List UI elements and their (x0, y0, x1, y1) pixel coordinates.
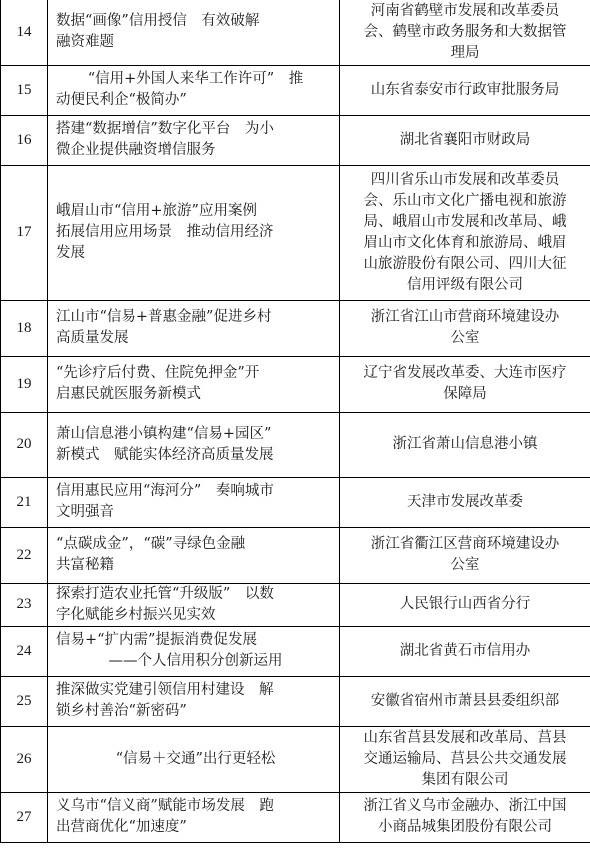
responsible-unit-line: 湖北省襄阳市财政局 (399, 131, 531, 148)
responsible-unit-line: 小商品城集团股份有限公司 (378, 819, 552, 835)
case-title-line: 信易+“扩内需”提振消费促发展 (56, 632, 257, 648)
case-title-line: 融资难题 (56, 34, 114, 51)
responsible-unit-line: 会、鹤壁市政务服务和大数据管 (363, 23, 567, 40)
row-number: 17 (1, 165, 48, 300)
responsible-unit (340, 477, 590, 527)
responsible-unit-line: 公室 (450, 330, 480, 346)
responsible-unit-line: 安徽省宿州市萧县县委组织部 (370, 692, 560, 709)
case-title-line: “先诊疗后付费、住院免押金”开 (56, 365, 260, 381)
table-row (1, 583, 590, 626)
responsible-unit-line: 保障局 (443, 386, 487, 402)
responsible-unit (340, 0, 590, 65)
table-row (1, 165, 590, 300)
case-title-line: “点碳成金”，“碳”寻绿色金融 (56, 536, 246, 552)
case-title (48, 165, 340, 300)
responsible-unit-line: 山东省泰安市行政审批服务局 (370, 81, 560, 98)
table-row (1, 300, 590, 356)
row-number: 21 (1, 477, 48, 527)
case-title (48, 676, 340, 726)
case-title-line: 字化赋能乡村振兴见实效 (56, 606, 216, 623)
case-title-line: 锁乡村善治“新密码” (56, 703, 187, 719)
case-title (48, 477, 340, 527)
case-title-line: 微企业提供融资增信服务 (56, 142, 216, 158)
table-row (1, 356, 590, 412)
responsible-unit-line: 局、峨眉山市发展和改革局、峨 (363, 213, 567, 230)
case-title-line: 共富秘籍 (56, 557, 114, 573)
case-title-line: 启惠民就医服务新模式 (56, 386, 201, 402)
table-row (1, 676, 590, 726)
responsible-unit-line: 人民银行山西省分行 (399, 596, 531, 612)
case-title (48, 65, 340, 115)
responsible-unit-line: 理局 (450, 44, 480, 61)
responsible-unit-line: 天津市发展改革委 (407, 493, 523, 510)
table-row (1, 477, 590, 527)
table-row (1, 792, 590, 842)
case-title-line: 推深做实党建引领信用村建设 解 (56, 682, 274, 698)
case-list-body (1, 0, 590, 842)
row-number: 22 (1, 527, 48, 583)
case-title-line: 数据“画像”信用授信 有效破解 (56, 13, 260, 30)
case-title-line: ——个人信用积分创新运用 (108, 653, 283, 669)
case-title-line: 新模式 赋能实体经济高质量发展 (56, 446, 274, 463)
row-number: 15 (1, 65, 48, 115)
table-row (1, 0, 590, 65)
case-title (48, 412, 340, 477)
table-row (1, 527, 590, 583)
row-number: 20 (1, 412, 48, 477)
responsible-unit-line: 浙江省义乌市金融办、浙江中国 (363, 798, 567, 814)
case-title (48, 626, 340, 676)
case-title (48, 115, 340, 165)
case-title-line: 文明强音 (56, 504, 114, 520)
row-number: 16 (1, 115, 48, 165)
responsible-unit (340, 583, 590, 626)
responsible-unit-line: 浙江省衢江区营商环境建设办 (370, 536, 560, 552)
responsible-unit (340, 300, 590, 356)
responsible-unit-line: 浙江省江山市营商环境建设办 (370, 309, 560, 325)
responsible-unit-line: 交通运输局、莒县公共交通发展 (363, 750, 567, 767)
case-title-line: 义乌市“信义商”赋能市场发展 跑 (56, 798, 274, 814)
responsible-unit-line: 公室 (450, 557, 480, 573)
responsible-unit-line: 会、乐山市文化广播电视和旅游 (363, 192, 567, 209)
responsible-unit-line: 山东省莒县发展和改革局、莒县 (363, 729, 567, 746)
responsible-unit (340, 356, 590, 412)
case-title-line: 信用惠民应用“海河分” 奏响城市 (56, 483, 274, 499)
responsible-unit-line: 眉山市文化体育和旅游局、峨眉 (363, 234, 567, 251)
responsible-unit (340, 626, 590, 676)
responsible-unit-line: 四川省乐山市发展和改革委员 (370, 171, 560, 188)
row-number: 23 (1, 583, 48, 626)
case-title-line: 发展 (56, 245, 85, 261)
row-number: 18 (1, 300, 48, 356)
row-number: 19 (1, 356, 48, 412)
responsible-unit (340, 792, 590, 842)
table-row (1, 412, 590, 477)
responsible-unit-line: 辽宁省发展改革委、大连市医疗 (363, 365, 567, 381)
row-number: 24 (1, 626, 48, 676)
case-title-line: 萧山信息港小镇构建“信易+园区” (56, 425, 272, 442)
case-title-line: 峨眉山市“信用+旅游”应用案例 (56, 203, 257, 219)
responsible-unit (340, 412, 590, 477)
row-number: 14 (1, 0, 48, 65)
case-title-line: 江山市“信易+普惠金融”促进乡村 (56, 309, 272, 325)
case-title (48, 726, 340, 792)
case-title-line: “信易＋交通”出行更轻松 (115, 750, 276, 767)
case-title-line: 拓展信用应用场景 推动信用经济 (56, 224, 274, 240)
case-title-line: 探索打造农业托管“升级版” 以数 (56, 585, 274, 602)
responsible-unit (340, 65, 590, 115)
case-title-line: 出营商优化“加速度” (56, 819, 187, 835)
case-title-line: 动便民利企“极简办” (56, 92, 187, 108)
row-number: 26 (1, 726, 48, 792)
table-row (1, 65, 590, 115)
responsible-unit (340, 165, 590, 300)
case-title (48, 583, 340, 626)
responsible-unit-line: 信用评级有限公司 (407, 276, 523, 293)
table-row (1, 726, 590, 792)
responsible-unit (340, 527, 590, 583)
responsible-unit (340, 676, 590, 726)
responsible-unit-line: 集团有限公司 (421, 771, 509, 788)
responsible-unit-line: 河南省鹤壁市发展和改革委员 (370, 2, 560, 19)
responsible-unit-line: 湖北省黄石市信用办 (399, 642, 531, 659)
case-title-line: “信用+外国人来华工作许可” 推 (87, 71, 304, 87)
table-row (1, 115, 590, 165)
responsible-unit-line: 山旅游股份有限公司、四川大征 (363, 255, 567, 272)
responsible-unit (340, 115, 590, 165)
case-title (48, 356, 340, 412)
case-title-line: 高质量发展 (56, 330, 129, 346)
case-title (48, 527, 340, 583)
table-row (1, 626, 590, 676)
case-title-line: 搭建“数据增信”数字化平台 为小 (56, 121, 274, 137)
responsible-unit (340, 726, 590, 792)
row-number: 27 (1, 792, 48, 842)
row-number: 25 (1, 676, 48, 726)
case-title (48, 0, 340, 65)
case-title (48, 792, 340, 842)
responsible-unit-line: 浙江省萧山信息港小镇 (392, 436, 538, 452)
case-title (48, 300, 340, 356)
